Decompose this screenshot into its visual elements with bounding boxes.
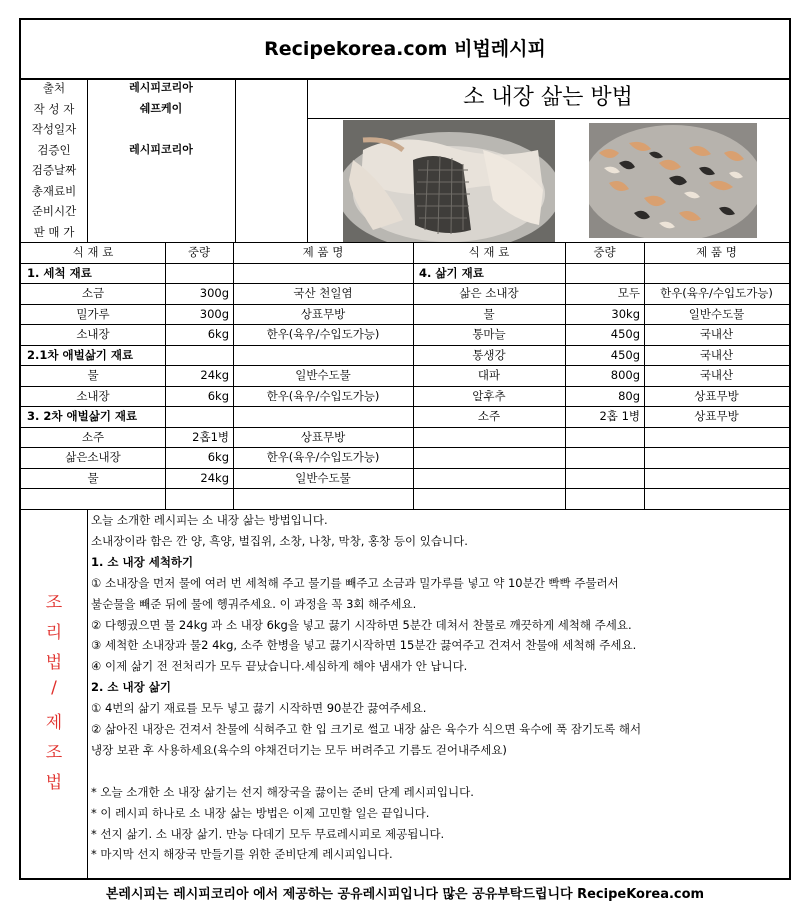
page-title: Recipekorea.com 비법레시피 — [21, 20, 789, 80]
ingredient-name: 소내장 — [76, 327, 110, 341]
grid-line — [165, 242, 166, 509]
method-line: 오늘 소개한 레시피는 소 내장 삶는 방법입니다. — [91, 513, 328, 527]
info-value: 쉐프케이 — [139, 101, 183, 115]
section-title: 4. 삶기 재료 — [419, 265, 484, 280]
ingredient-product: 한우(육우/수입도가능) — [660, 286, 773, 300]
ingredient-product — [233, 263, 413, 283]
ingredient-name: 통생강 — [472, 347, 506, 362]
method-side-char: 법 — [45, 653, 63, 673]
ingredient-name: 소내장 — [76, 388, 110, 403]
info-row — [21, 181, 307, 201]
method-line: * 선지 삶기. 소 내장 삶기. 만능 다데기 모두 무료레시피로 제공됩니다. — [91, 826, 445, 841]
ingredient-product — [644, 447, 789, 467]
ingredient-name: 알후추 — [472, 388, 506, 403]
info-label: 검증인 — [37, 142, 71, 157]
ingredient-product: 일반수도물 — [295, 470, 351, 485]
info-label: 판 매 가 — [33, 224, 75, 239]
ingredient-weight: 24kg — [200, 368, 229, 382]
info-row — [21, 140, 307, 160]
ingredient-weight: 300g — [199, 306, 229, 321]
ingredient-weight — [165, 406, 233, 426]
ingredient-name: 통마늘 — [472, 327, 506, 341]
ingredient-weight — [565, 468, 644, 488]
grid-line — [21, 345, 789, 346]
recipe-sheet — [19, 18, 791, 880]
grid-line — [565, 242, 566, 509]
method-line: ① 소내장을 먼저 물에 여러 번 세척해 주고 물기를 빼주고 소금과 밀가루를 넣고 약 10분간 빡빡 주물러서 — [91, 575, 619, 590]
method-line: * 오늘 소개한 소 내장 삶기는 선지 해장국을 끓이는 준비 단계 레시피입니다. — [91, 784, 474, 799]
grid-line — [21, 304, 789, 305]
ingredient-weight: 24kg — [200, 470, 229, 485]
info-row — [21, 160, 307, 180]
method-side-char: 제 — [45, 713, 63, 733]
section-title: 2.1차 애벌삶기 재료 — [27, 347, 134, 362]
ingredient-product: 국내산 — [699, 347, 734, 362]
ingredient-name: 삶은소내장 — [65, 450, 121, 464]
ingredient-weight: 450g — [610, 347, 640, 362]
method-side-char: 조 — [45, 743, 63, 763]
table-header-cell: 제 품 명 — [302, 245, 344, 259]
method-line: 소내장이라 함은 깐 양, 흑양, 벌집위, 소창, 나창, 막창, 홍창 등이 있습니다. — [91, 533, 468, 548]
ingredient-name: 물 — [87, 368, 99, 382]
grid-line — [21, 386, 789, 387]
ingredient-product — [644, 427, 789, 447]
ingredient-product — [233, 345, 413, 365]
ingredient-product: 상표무방 — [694, 388, 739, 403]
dish-title: 소 내장 삶는 방법 — [307, 78, 789, 119]
info-row — [21, 78, 307, 98]
ingredient-weight: 6kg — [207, 388, 229, 403]
grid-line — [21, 488, 789, 489]
info-value: 레시피코리아 — [129, 81, 193, 94]
ingredient-weight: 800g — [610, 368, 640, 382]
method-side-char: 리 — [45, 623, 63, 643]
ingredient-product — [644, 263, 789, 283]
footer-note: 본레시피는 레시피코리아 에서 제공하는 공유레시피입니다 많은 공유부탁드립니다 RecipeKorea.com — [105, 887, 705, 902]
grid-line — [233, 242, 234, 509]
ingredient-product: 한우(육우/수입도가능) — [266, 327, 380, 341]
method-side-char: 조 — [45, 593, 63, 613]
ingredient-weight: 2홉 1병 — [599, 409, 640, 423]
grid-line — [21, 447, 789, 448]
ingredient-product: 국내산 — [699, 327, 734, 341]
ingredient-name: 소주 — [477, 409, 501, 423]
info-block — [21, 78, 308, 242]
ingredient-weight — [565, 263, 644, 283]
section-title: 3. 2차 애벌삶기 재료 — [27, 409, 138, 423]
info-row — [21, 119, 307, 139]
ingredient-product: 한우(육우/수입도가능) — [266, 450, 380, 464]
info-value: 레시피코리아 — [129, 142, 193, 156]
ingredient-name: 소금 — [81, 286, 105, 300]
grid-line — [21, 263, 789, 264]
ingredient-product: 상표무방 — [300, 306, 346, 321]
method-line: ④ 이제 삶기 전 전처리가 모두 끝났습니다.세심하게 해야 냄새가 안 납니다. — [91, 659, 468, 674]
grid-line — [21, 283, 789, 284]
method-line: * 이 레시피 하나로 소 내장 삶는 방법은 이제 고민할 일은 끝입니다. — [91, 805, 430, 820]
ingredient-product — [644, 468, 789, 488]
ingredient-weight: 6kg — [207, 450, 229, 464]
method-line: ② 다헹궜으면 물 24kg 과 소 내장 6kg을 넣고 끓기 시작하면 5분간 데쳐서 찬물로 깨끗하게 세척해 주세요. — [91, 617, 632, 632]
ingredient-weight: 30kg — [611, 306, 640, 321]
grid-line — [21, 324, 789, 325]
ingredient-name: 대파 — [477, 368, 501, 382]
ingredient-product: 한우(육우/수입도가능) — [266, 388, 380, 403]
ingredient-product — [233, 406, 413, 426]
boiled-tripe-photo — [589, 123, 757, 238]
method-side-label — [21, 510, 88, 878]
table-header-cell: 중량 — [593, 245, 616, 259]
method-heading: 1. 소 내장 세척하기 — [91, 554, 194, 569]
divider — [87, 78, 88, 242]
method-side-char: / — [51, 678, 57, 698]
method-side-char: 법 — [45, 773, 63, 793]
grid-line — [21, 427, 789, 428]
grid-line — [21, 242, 789, 243]
table-header-cell: 식 재 료 — [72, 245, 114, 259]
ingredient-weight: 450g — [610, 327, 640, 341]
grid-line — [21, 365, 789, 366]
ingredient-product: 국내산 — [699, 368, 734, 382]
info-row — [21, 99, 307, 119]
ingredient-name: 물 — [87, 470, 99, 485]
divider — [235, 78, 236, 242]
ingredient-product: 일반수도물 — [295, 368, 351, 382]
ingredient-weight: 2홉1병 — [192, 429, 229, 444]
method-line: 불순물을 빼준 뒤에 물에 헹궈주세요. 이 과정을 꼭 3회 해주세요. — [91, 596, 417, 611]
ingredient-weight: 6kg — [207, 327, 229, 341]
info-row — [21, 201, 307, 221]
method-line: * 마지막 선지 해장국 만들기를 위한 준비단계 레시피입니다. — [91, 847, 393, 862]
ingredient-name — [413, 468, 565, 488]
info-label: 준비시간 — [31, 204, 77, 218]
ingredient-weight — [165, 488, 233, 508]
info-row — [21, 222, 307, 242]
grid-line — [413, 242, 414, 509]
ingredient-weight — [565, 427, 644, 447]
ingredient-weight — [565, 447, 644, 467]
ingredient-weight: 80g — [618, 388, 640, 403]
ingredient-product — [644, 488, 789, 508]
info-label: 출처 — [42, 81, 66, 95]
ingredient-name: 소주 — [81, 429, 105, 444]
ingredient-name: 물 — [483, 306, 495, 321]
ingredient-product — [233, 488, 413, 508]
section-title: 1. 세척 재료 — [27, 265, 92, 280]
info-label: 검증날짜 — [31, 163, 77, 177]
grid-line — [21, 509, 789, 510]
info-label: 작성일자 — [31, 122, 77, 136]
method-heading: 2. 소 내장 삶기 — [91, 680, 171, 695]
ingredient-product: 상표무방 — [694, 409, 739, 423]
ingredient-weight: 모두 — [617, 286, 640, 300]
grid-line — [21, 468, 789, 469]
ingredient-weight: 300g — [199, 286, 229, 300]
ingredient-name: 밀가루 — [76, 306, 110, 321]
ingredient-name — [413, 447, 565, 467]
ingredient-product: 국산 천일염 — [293, 286, 353, 300]
grid-line — [21, 406, 789, 407]
ingredient-name: 삶은 소내장 — [459, 286, 519, 300]
method-line: ③ 세척한 소내장과 물2 4kg, 소주 한병을 넣고 끓기시작하면 15분간 끓여주고 건져서 찬물애 세척해 주세요. — [91, 638, 637, 653]
table-header-cell: 중량 — [187, 245, 211, 259]
method-line: ① 4번의 삶기 재료를 모두 넣고 끓기 시작하면 90분간 끓여주세요. — [91, 701, 427, 716]
cleaned-tripe-photo — [343, 120, 555, 242]
ingredient-weight — [165, 345, 233, 365]
ingredient-product: 일반수도물 — [688, 306, 745, 321]
ingredient-name — [413, 488, 565, 508]
ingredient-weight — [165, 263, 233, 283]
table-header-cell: 제 품 명 — [696, 245, 737, 259]
ingredient-product: 상표무방 — [300, 429, 346, 444]
grid-line — [644, 242, 645, 509]
method-line: 냉장 보관 후 사용하세요(육수의 야채건더기는 모두 버려주고 기름도 걷어내주세요) — [91, 742, 507, 757]
info-label: 총재료비 — [31, 183, 77, 198]
ingredient-name — [413, 427, 565, 447]
method-line: ② 삶아진 내장은 건져서 찬물에 식혀주고 한 입 크기로 썰고 내장 삶은 육수가 식으면 육수에 푹 잠기도록 해서 — [91, 722, 642, 736]
info-label: 작 성 자 — [33, 101, 75, 116]
ingredient-name — [21, 488, 165, 508]
table-header-cell: 식 재 료 — [468, 245, 510, 259]
ingredient-weight — [565, 488, 644, 508]
